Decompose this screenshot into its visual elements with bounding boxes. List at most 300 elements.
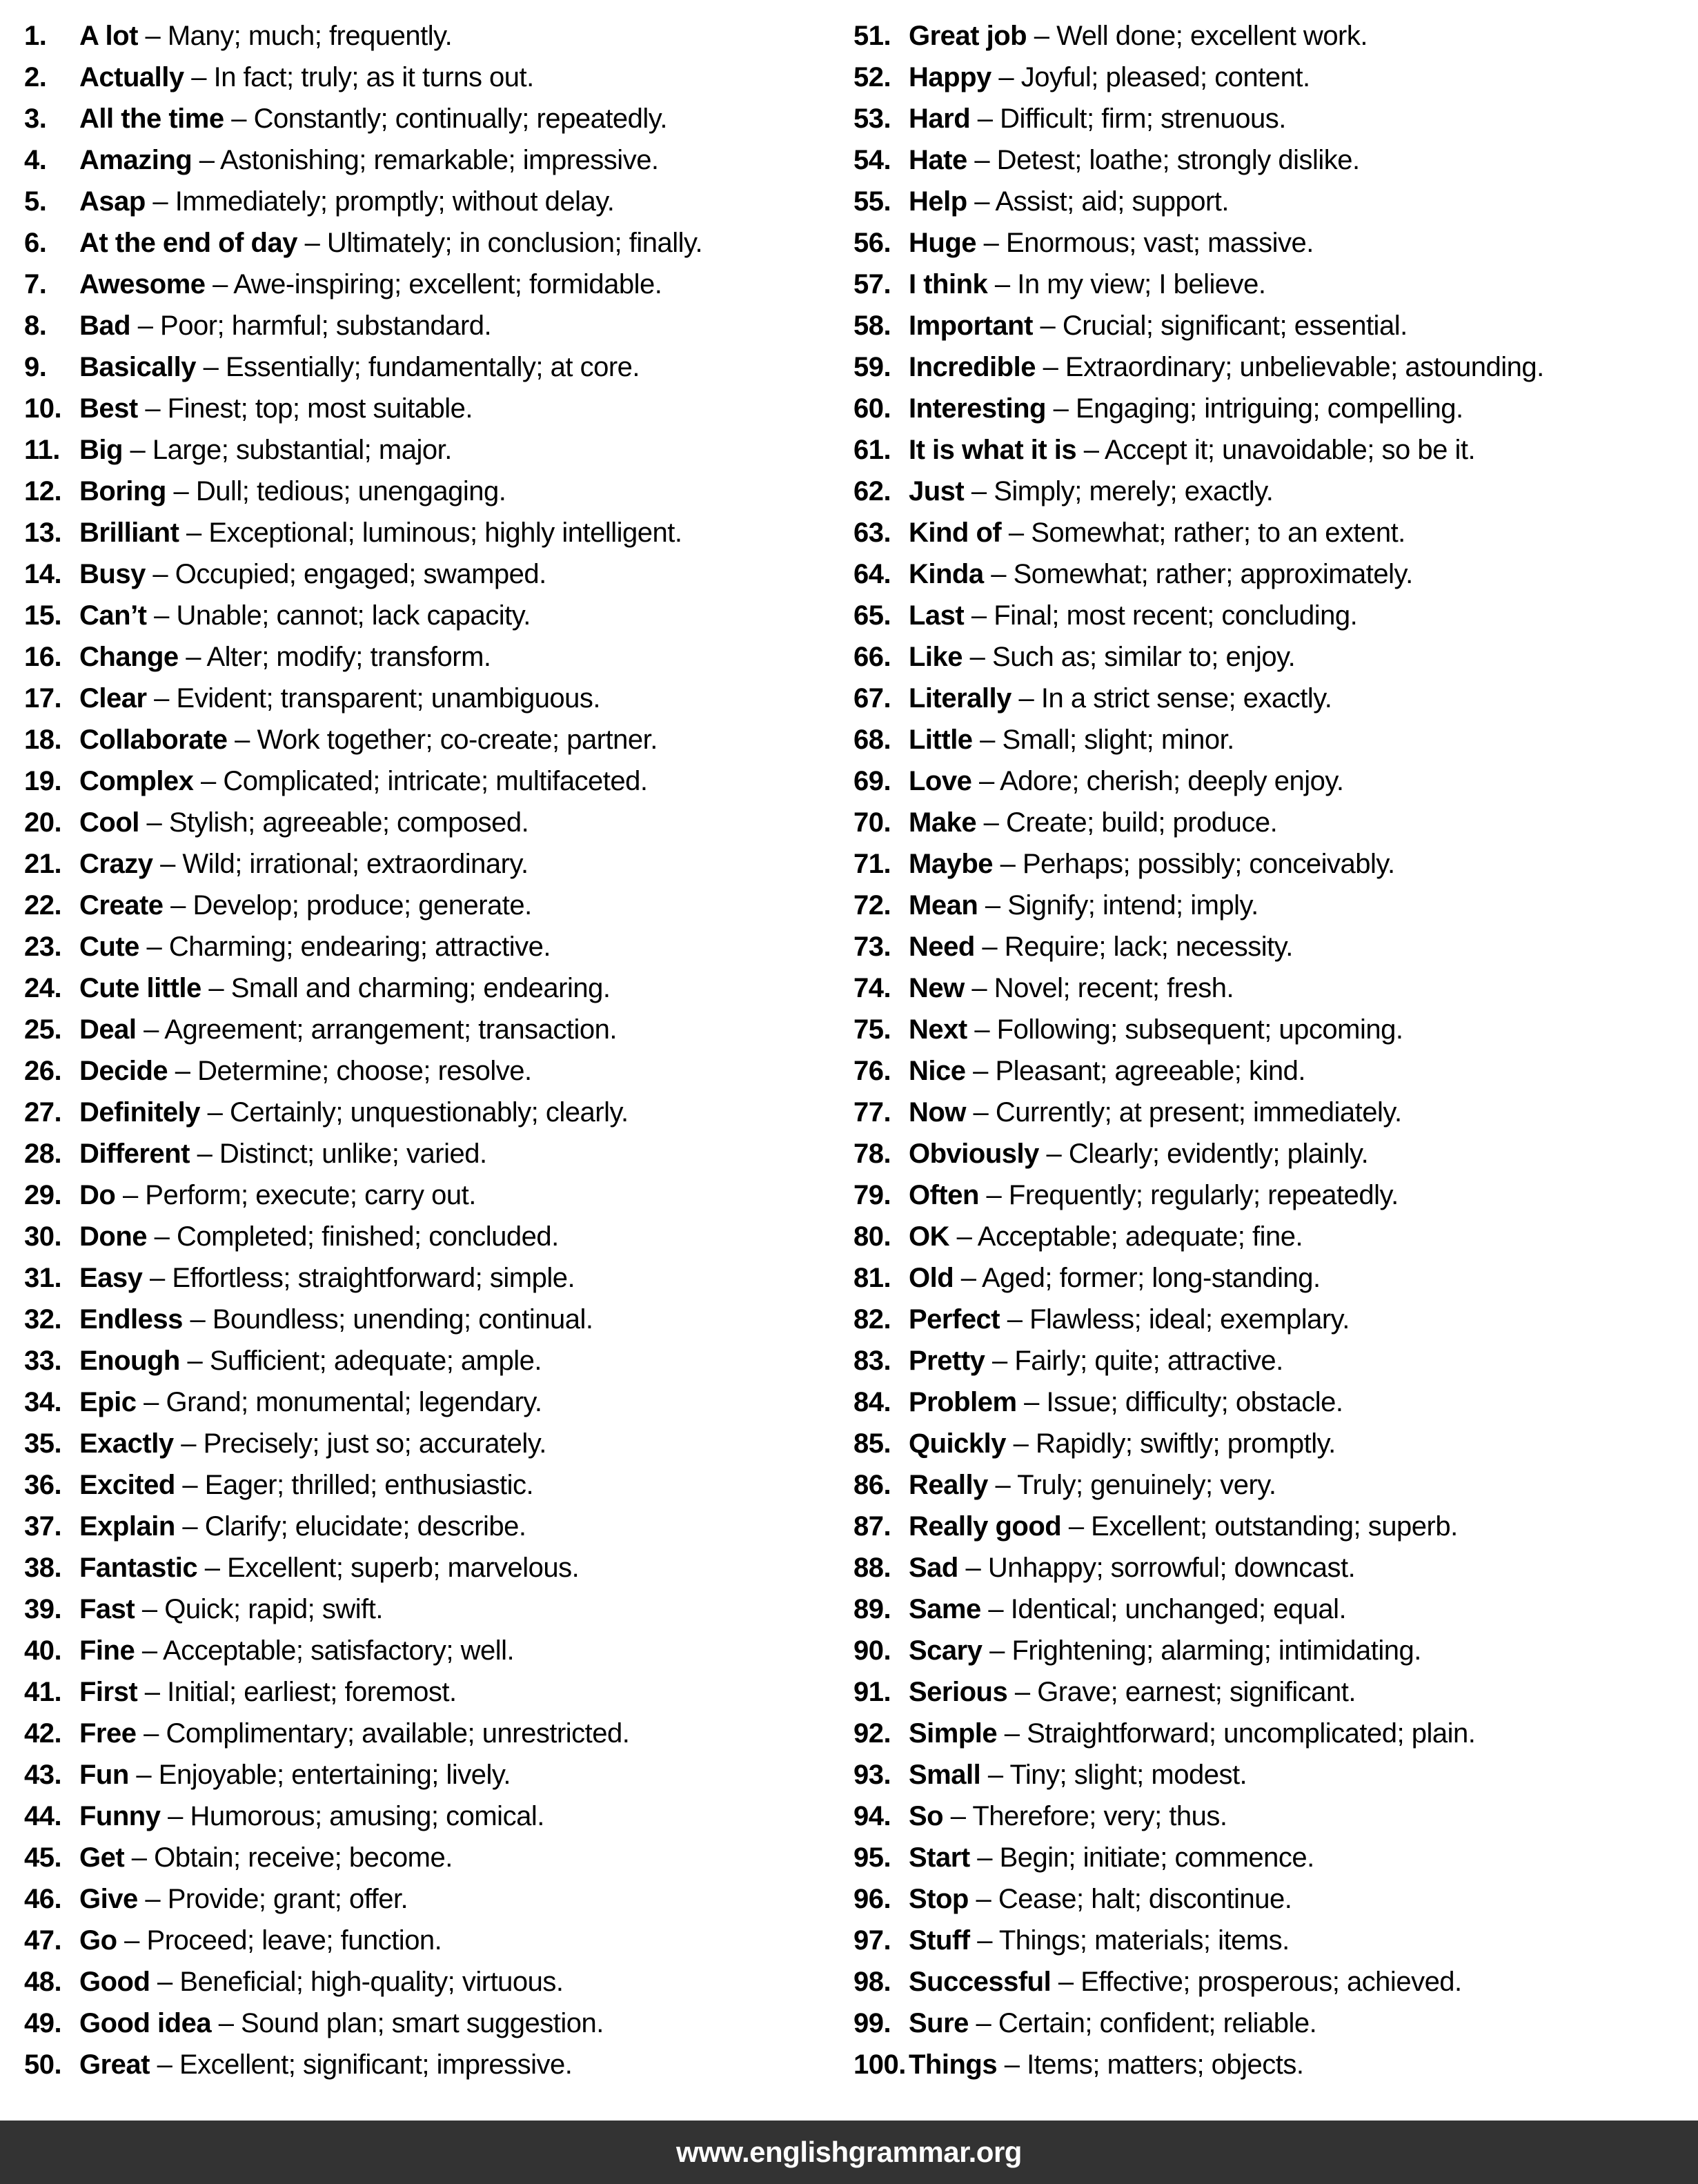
item-text (79, 388, 473, 429)
item-definition: – Following; subsequent; upcoming. (967, 1014, 1403, 1045)
item-word: Make (909, 807, 977, 838)
list-item (24, 98, 853, 139)
item-text (79, 1340, 542, 1381)
item-number: 36. (24, 1470, 62, 1500)
item-text (79, 1216, 559, 1257)
item-definition: – Grave; earnest; significant. (1007, 1677, 1356, 1707)
item-definition: – Create; build; produce. (976, 807, 1278, 838)
left-column (24, 15, 853, 2085)
item-text (909, 595, 1357, 636)
item-text (909, 1464, 1276, 1506)
item-word: Easy (79, 1263, 143, 1293)
item-definition: – Items; matters; objects. (997, 2049, 1304, 2080)
item-number: 53. (853, 104, 891, 134)
item-word: OK (909, 1221, 949, 1252)
item-number: 54. (853, 145, 891, 175)
item-text (79, 264, 662, 305)
item-number: 24. (24, 973, 62, 1003)
item-definition: – Work together; co-create; partner. (227, 725, 658, 755)
item-word: Fine (79, 1635, 135, 1666)
list-item (24, 1920, 853, 1961)
item-text (79, 1174, 476, 1216)
item-definition: – Require; lack; necessity. (974, 932, 1293, 962)
item-word: Little (909, 725, 973, 755)
item-text (909, 1961, 1462, 2003)
item-text (909, 346, 1544, 388)
list-item (853, 2044, 1684, 2085)
item-definition: – Crucial; significant; essential. (1032, 311, 1408, 341)
item-word: Old (909, 1263, 954, 1293)
item-definition: – Grand; monumental; legendary. (136, 1387, 542, 1417)
item-word: New (909, 973, 965, 1003)
item-text (79, 1423, 546, 1464)
list-item (24, 2044, 853, 2085)
item-text (909, 98, 1286, 139)
list-item (853, 1961, 1684, 2003)
item-definition: – Clarify; elucidate; describe. (175, 1511, 526, 1542)
item-text (909, 429, 1475, 471)
list-item (853, 388, 1684, 429)
item-definition: – Sufficient; adequate; ample. (179, 1346, 542, 1376)
list-item (24, 595, 853, 636)
item-text (79, 1837, 453, 1878)
item-number: 70. (853, 807, 891, 838)
list-item (853, 926, 1684, 967)
item-definition: – Proceed; leave; function. (117, 1925, 442, 1956)
item-number: 77. (853, 1097, 891, 1128)
item-word: Literally (909, 683, 1011, 714)
item-number: 94. (853, 1801, 891, 1831)
item-number: 22. (24, 890, 62, 921)
item-word: Sad (909, 1553, 958, 1583)
item-number: 69. (853, 766, 891, 796)
item-number: 82. (853, 1304, 891, 1335)
item-definition: – Certainly; unquestionably; clearly. (200, 1097, 629, 1128)
list-item (853, 1713, 1684, 1754)
item-word: Maybe (909, 849, 993, 879)
item-word: Happy (909, 62, 991, 92)
item-word: Cute (79, 932, 139, 962)
item-text (79, 678, 600, 719)
list-item (24, 1174, 853, 1216)
item-definition: – Effortless; straightforward; simple. (142, 1263, 575, 1293)
item-definition: – Aged; former; long-standing. (954, 1263, 1321, 1293)
item-number: 39. (24, 1594, 62, 1624)
item-definition: – Immediately; promptly; without delay. (145, 186, 615, 217)
item-number: 85. (853, 1428, 891, 1459)
item-word: Great job (909, 21, 1027, 51)
list-item (853, 429, 1684, 471)
item-word: Really (909, 1470, 988, 1500)
item-word: Give (79, 1884, 138, 1914)
item-word: Same (909, 1594, 981, 1624)
item-definition: – Currently; at present; immediately. (965, 1097, 1402, 1128)
item-definition: – Identical; unchanged; equal. (980, 1594, 1347, 1624)
item-definition: – Straightforward; uncomplicated; plain. (997, 1718, 1476, 1749)
item-word: Scary (909, 1635, 983, 1666)
item-definition: – Provide; grant; offer. (137, 1884, 408, 1914)
item-word: Big (79, 435, 123, 465)
list-item (24, 553, 853, 595)
item-definition: – Frequently; regularly; repeatedly. (978, 1180, 1399, 1210)
footer-bar (0, 2121, 1698, 2184)
list-item (24, 15, 853, 57)
list-item (853, 98, 1684, 139)
item-word: Really good (909, 1511, 1062, 1542)
item-word: Start (909, 1842, 970, 1873)
item-text (909, 512, 1405, 553)
item-number: 89. (853, 1594, 891, 1624)
item-text (909, 1920, 1290, 1961)
item-definition: – Stylish; agreeable; composed. (139, 807, 529, 838)
item-word: At the end of day (79, 228, 297, 258)
list-item (24, 1133, 853, 1174)
item-definition: – Enormous; vast; massive. (976, 228, 1314, 258)
list-item (24, 2003, 853, 2044)
item-number: 62. (853, 476, 891, 506)
item-definition: – Fairly; quite; attractive. (985, 1346, 1283, 1376)
item-word: It is what it is (909, 435, 1077, 465)
item-number: 40. (24, 1635, 62, 1666)
right-column (853, 15, 1684, 2085)
item-number: 79. (853, 1180, 891, 1210)
list-item (24, 1630, 853, 1671)
item-word: Just (909, 476, 965, 506)
item-word: All the time (79, 104, 224, 134)
list-item (853, 15, 1684, 57)
item-word: Create (79, 890, 164, 921)
list-item (24, 305, 853, 346)
list-item (853, 2003, 1684, 2044)
list-item (24, 967, 853, 1009)
item-text (79, 2044, 572, 2085)
item-text (79, 1257, 575, 1299)
item-word: Basically (79, 352, 196, 382)
item-number: 71. (853, 849, 891, 879)
item-number: 91. (853, 1677, 891, 1707)
list-item (24, 1588, 853, 1630)
item-text (79, 1796, 544, 1837)
item-number: 10. (24, 393, 62, 424)
item-number: 3. (24, 104, 47, 134)
item-definition: – Rapidly; swiftly; promptly. (1006, 1428, 1336, 1459)
item-definition: – Adore; cherish; deeply enjoy. (971, 766, 1344, 796)
item-text (79, 98, 667, 139)
list-item (853, 1506, 1684, 1547)
item-word: Quickly (909, 1428, 1007, 1459)
list-item (24, 1796, 853, 1837)
list-item (24, 1009, 853, 1050)
item-number: 84. (853, 1387, 891, 1417)
item-word: Complex (79, 766, 194, 796)
item-number: 66. (853, 642, 891, 672)
item-text (79, 595, 531, 636)
item-word: Obviously (909, 1139, 1039, 1169)
item-definition: – Sound plan; smart suggestion. (211, 2008, 604, 2038)
item-number: 67. (853, 683, 891, 714)
list-item (24, 1381, 853, 1423)
item-word: Last (909, 600, 965, 631)
item-definition: – Small; slight; minor. (972, 725, 1234, 755)
item-word: Love (909, 766, 972, 796)
item-definition: – Begin; initiate; commence. (969, 1842, 1314, 1873)
item-number: 7. (24, 269, 47, 299)
item-word: Crazy (79, 849, 153, 879)
item-number: 16. (24, 642, 62, 672)
item-text (909, 57, 1310, 98)
item-text (79, 967, 610, 1009)
list-item (853, 222, 1684, 264)
item-definition: – Initial; earliest; foremost. (137, 1677, 457, 1707)
item-word: Fantastic (79, 1553, 198, 1583)
item-text (79, 1299, 593, 1340)
item-definition: – Things; materials; items. (969, 1925, 1290, 1956)
item-definition: – Difficult; firm; strenuous. (970, 104, 1286, 134)
list-item (24, 885, 853, 926)
item-number: 75. (853, 1014, 891, 1045)
item-definition: – Pleasant; agreeable; kind. (965, 1056, 1306, 1086)
list-item (24, 1092, 853, 1133)
item-definition: – In my view; I believe. (987, 269, 1266, 299)
item-text (79, 926, 551, 967)
list-item (24, 181, 853, 222)
item-definition: – Effective; prosperous; achieved. (1051, 1967, 1462, 1997)
list-item (853, 636, 1684, 678)
item-definition: – Simply; merely; exactly. (964, 476, 1274, 506)
list-item (24, 471, 853, 512)
item-definition: – Evident; transparent; unambiguous. (146, 683, 601, 714)
item-word: Pretty (909, 1346, 985, 1376)
item-word: Problem (909, 1387, 1017, 1417)
item-number: 58. (853, 311, 891, 341)
item-definition: – Acceptable; adequate; fine. (949, 1221, 1303, 1252)
list-item (24, 1754, 853, 1796)
item-text (909, 264, 1266, 305)
item-definition: – Charming; endearing; attractive. (139, 932, 551, 962)
item-word: Now (909, 1097, 966, 1128)
item-text (909, 1133, 1368, 1174)
list-item (24, 678, 853, 719)
item-definition: – Dull; tedious; unengaging. (166, 476, 506, 506)
list-item (853, 1464, 1684, 1506)
item-definition: – Develop; produce; generate. (163, 890, 532, 921)
item-word: Hard (909, 104, 971, 134)
item-word: Simple (909, 1718, 998, 1749)
item-number: 97. (853, 1925, 891, 1956)
list-item (853, 1174, 1684, 1216)
item-definition: – Excellent; significant; impressive. (150, 2049, 573, 2080)
item-text (909, 678, 1332, 719)
item-definition: – Distinct; unlike; varied. (189, 1139, 487, 1169)
item-definition: – Precisely; just so; accurately. (173, 1428, 546, 1459)
item-number: 20. (24, 807, 62, 838)
item-word: Boring (79, 476, 166, 506)
item-definition: – Beneficial; high-quality; virtuous. (150, 1967, 564, 1997)
item-word: Good (79, 1967, 150, 1997)
item-text (79, 2003, 604, 2044)
item-definition: – Wild; irrational; extraordinary. (152, 849, 529, 879)
item-word: Things (909, 2049, 998, 2080)
item-word: Collaborate (79, 725, 228, 755)
item-number: 59. (853, 352, 891, 382)
item-text (909, 1588, 1346, 1630)
item-number: 99. (853, 2008, 891, 2038)
item-word: Brilliant (79, 518, 179, 548)
item-word: Nice (909, 1056, 966, 1086)
list-item (24, 636, 853, 678)
item-definition: – Somewhat; rather; approximately. (983, 559, 1413, 589)
item-text (909, 1174, 1399, 1216)
item-word: Huge (909, 228, 976, 258)
item-word: Change (79, 642, 179, 672)
list-item (24, 1050, 853, 1092)
list-item (24, 1713, 853, 1754)
item-definition: – Unable; cannot; lack capacity. (146, 600, 531, 631)
item-text (909, 1547, 1355, 1588)
item-definition: – Perform; execute; carry out. (115, 1180, 476, 1210)
item-text (79, 802, 529, 843)
item-number: 96. (853, 1884, 891, 1914)
item-number: 47. (24, 1925, 62, 1956)
item-text (79, 1588, 383, 1630)
item-word: Need (909, 932, 975, 962)
item-text (79, 139, 659, 181)
item-text (909, 926, 1293, 967)
list-item (853, 1216, 1684, 1257)
item-definition: – Truly; genuinely; very. (987, 1470, 1276, 1500)
footer-url: www.englishgrammar.org (676, 2136, 1022, 2168)
item-number: 32. (24, 1304, 62, 1335)
item-number: 23. (24, 932, 62, 962)
list-item (24, 1423, 853, 1464)
item-text (909, 388, 1463, 429)
item-number: 13. (24, 518, 62, 548)
list-item (853, 1381, 1684, 1423)
item-definition: – Therefore; very; thus. (943, 1801, 1227, 1831)
item-text (79, 1547, 579, 1588)
item-text (79, 471, 506, 512)
item-text (79, 1878, 408, 1920)
list-item (853, 1050, 1684, 1092)
item-text (79, 1050, 532, 1092)
item-number: 88. (853, 1553, 891, 1583)
item-word: First (79, 1677, 138, 1707)
item-text (79, 1381, 542, 1423)
list-item (853, 1588, 1684, 1630)
item-definition: – Acceptable; satisfactory; well. (135, 1635, 515, 1666)
item-number: 83. (853, 1346, 891, 1376)
item-word: Stuff (909, 1925, 970, 1956)
item-text (909, 1423, 1336, 1464)
item-number: 68. (853, 725, 891, 755)
list-item (24, 57, 853, 98)
list-item (853, 1299, 1684, 1340)
list-item (24, 346, 853, 388)
list-item (853, 1837, 1684, 1878)
item-text (79, 719, 658, 760)
item-text (79, 1920, 442, 1961)
item-word: Hate (909, 145, 967, 175)
item-text (909, 719, 1234, 760)
item-text (909, 2003, 1316, 2044)
item-definition: – Frightening; alarming; intimidating. (982, 1635, 1421, 1666)
list-item (24, 843, 853, 885)
item-word: I think (909, 269, 988, 299)
item-text (909, 1506, 1458, 1547)
list-item (24, 1671, 853, 1713)
item-word: Kind of (909, 518, 1002, 548)
list-item (853, 1257, 1684, 1299)
item-definition: – Essentially; fundamentally; at core. (195, 352, 640, 382)
item-word: Perfect (909, 1304, 1000, 1335)
item-number: 57. (853, 269, 891, 299)
item-text (909, 15, 1368, 57)
item-number: 43. (24, 1760, 62, 1790)
item-text (909, 1299, 1350, 1340)
list-item (24, 1216, 853, 1257)
list-item (853, 346, 1684, 388)
item-word: Asap (79, 186, 146, 217)
item-text (909, 1050, 1305, 1092)
item-number: 90. (853, 1635, 891, 1666)
item-number: 21. (24, 849, 62, 879)
item-text (909, 1754, 1247, 1796)
item-text (909, 802, 1277, 843)
item-word: Good idea (79, 2008, 212, 2038)
item-definition: – Awe-inspiring; excellent; formidable. (205, 269, 662, 299)
item-word: Like (909, 642, 963, 672)
item-text (79, 1464, 533, 1506)
item-number: 100. (853, 2049, 906, 2080)
list-item (24, 429, 853, 471)
item-definition: – Small and charming; endearing. (201, 973, 611, 1003)
item-definition: – Exceptional; luminous; highly intelligent. (179, 518, 682, 548)
list-item (24, 1547, 853, 1588)
item-definition: – Signify; intend; imply. (978, 890, 1258, 921)
item-definition: – Such as; similar to; enjoy. (962, 642, 1296, 672)
list-item (853, 1133, 1684, 1174)
item-definition: – Extraordinary; unbelievable; astounding. (1035, 352, 1544, 382)
item-number: 18. (24, 725, 62, 755)
item-number: 72. (853, 890, 891, 921)
item-definition: – Assist; aid; support. (967, 186, 1229, 217)
item-definition: – In fact; truly; as it turns out. (184, 62, 534, 92)
item-definition: – Tiny; slight; modest. (980, 1760, 1247, 1790)
item-number: 35. (24, 1428, 62, 1459)
item-text (79, 1133, 487, 1174)
item-definition: – Complicated; intricate; multifaceted. (193, 766, 648, 796)
item-word: Stop (909, 1884, 969, 1914)
item-word: Often (909, 1180, 979, 1210)
item-word: Best (79, 393, 138, 424)
item-number: 78. (853, 1139, 891, 1169)
item-definition: – Complimentary; available; unrestricted. (136, 1718, 630, 1749)
item-text (79, 181, 614, 222)
item-text (79, 760, 648, 802)
item-number: 46. (24, 1884, 62, 1914)
item-word: Sure (909, 2008, 969, 2038)
item-word: Interesting (909, 393, 1046, 424)
item-text (909, 1092, 1402, 1133)
item-definition: – Cease; halt; discontinue. (968, 1884, 1292, 1914)
item-number: 55. (853, 186, 891, 217)
item-text (909, 1216, 1303, 1257)
list-item (24, 512, 853, 553)
item-number: 52. (853, 62, 891, 92)
list-item (853, 1754, 1684, 1796)
item-number: 41. (24, 1677, 62, 1707)
item-word: Incredible (909, 352, 1036, 382)
